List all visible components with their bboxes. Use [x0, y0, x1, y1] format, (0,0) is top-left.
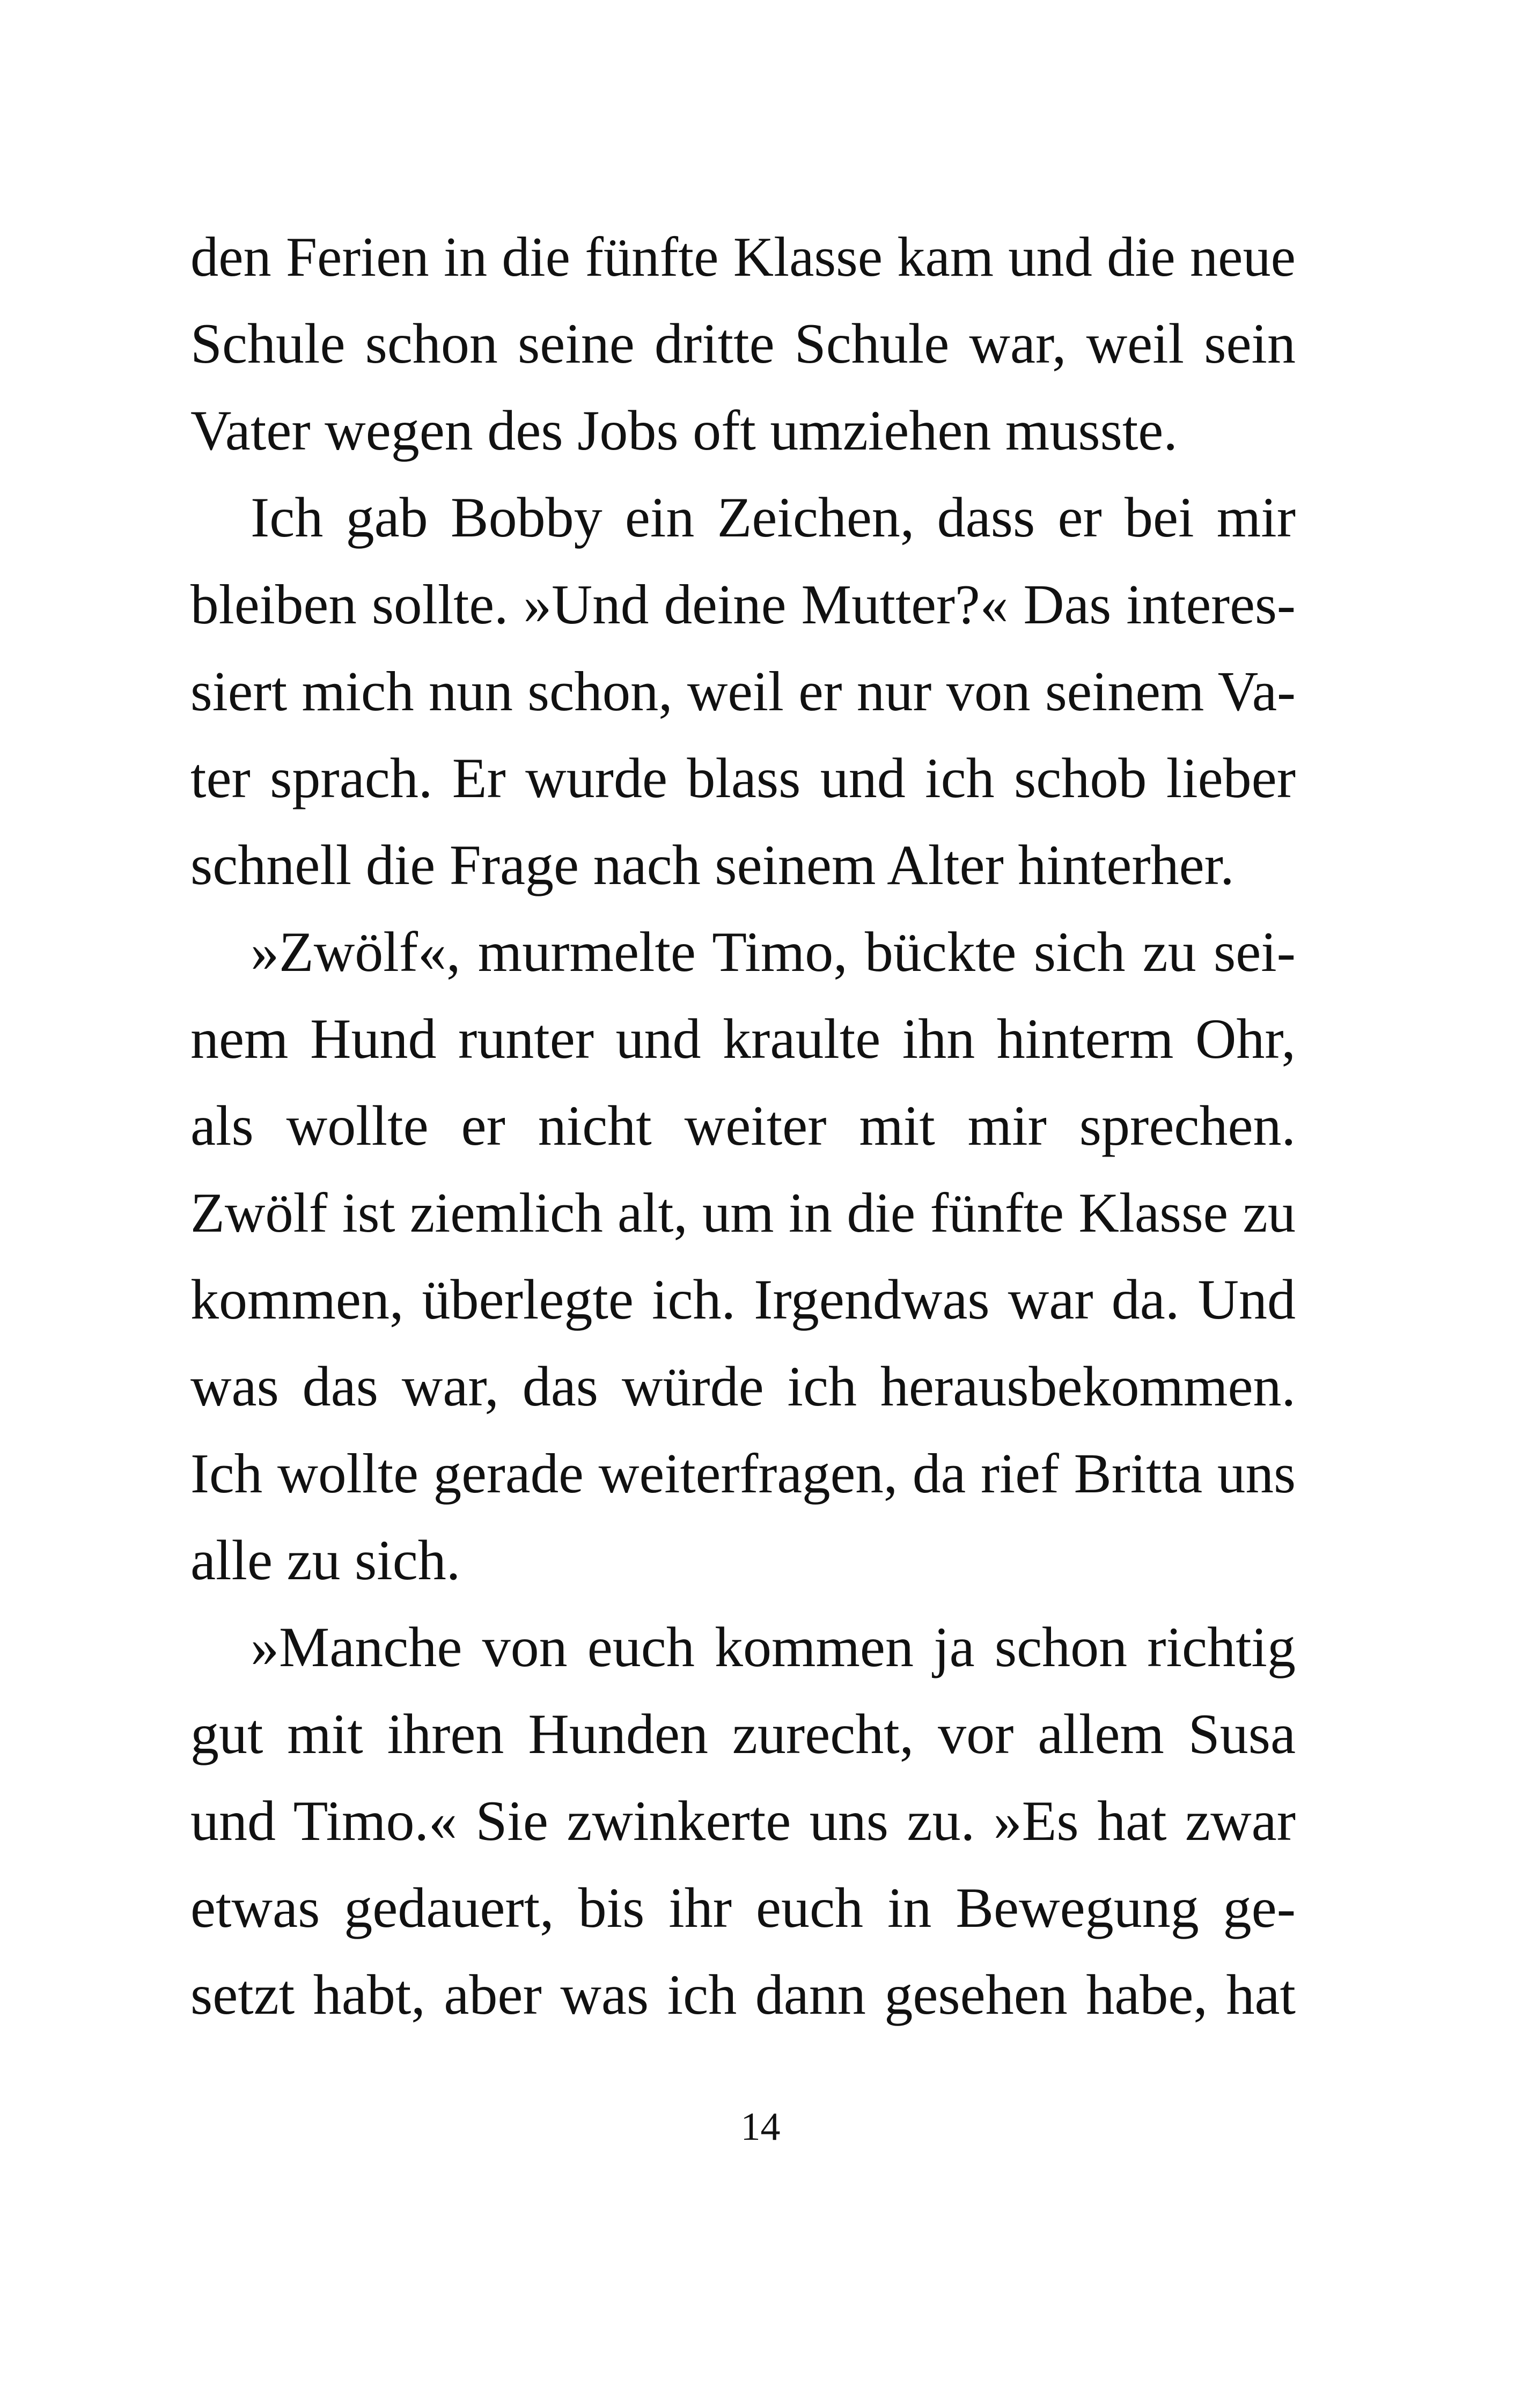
text-line: Ich gab Bobby ein Zeichen, dass er bei mir — [251, 486, 1296, 549]
text-line: »Zwölf«, murmelte Timo, bückte sich zu sei- — [251, 921, 1296, 983]
text-line: den Ferien in die fünfte Klasse kam und die neue — [190, 226, 1296, 288]
text-line: setzt habt, aber was ich dann gesehen habe, hat — [190, 1963, 1296, 2026]
text-line: schnell die Frage nach seinem Alter hinterher. — [190, 834, 1235, 896]
text-line: Zwölf ist ziemlich alt, um in die fünfte Klasse zu — [190, 1182, 1296, 1244]
text-line: ter sprach. Er wurde blass und ich schob lieber — [190, 747, 1296, 809]
text-line: »Manche von euch kommen ja schon richtig — [251, 1616, 1296, 1678]
text-line: und Timo.« Sie zwinkerte uns zu. »Es hat zwar — [190, 1790, 1296, 1852]
text-line: Ich wollte gerade weiterfragen, da rief Britta uns — [190, 1442, 1296, 1505]
text-line: nem Hund runter und kraulte ihn hinterm Ohr, — [190, 1007, 1296, 1070]
text-line: alle zu sich. — [190, 1529, 461, 1592]
text-line: Vater wegen des Jobs oft umziehen musste. — [190, 399, 1178, 462]
text-line: gut mit ihren Hunden zurecht, vor allem Susa — [190, 1703, 1296, 1765]
body-text — [190, 213, 1296, 2038]
text-line: was das war, das würde ich herausbekommen. — [190, 1355, 1296, 1418]
text-line: siert mich nun schon, weil er nur von seinem Va- — [190, 660, 1296, 723]
text-line: etwas gedauert, bis ihr euch in Bewegung ge- — [190, 1876, 1296, 1939]
text-line: kommen, überlegte ich. Irgendwas war da. Und — [190, 1268, 1296, 1331]
text-line: als wollte er nicht weiter mit mir sprechen. — [190, 1094, 1296, 1157]
page-number: 14 — [740, 2105, 781, 2149]
text-line: Schule schon seine dritte Schule war, weil sein — [190, 312, 1296, 375]
text-line: bleiben sollte. »Und deine Mutter?« Das interes- — [190, 573, 1296, 636]
